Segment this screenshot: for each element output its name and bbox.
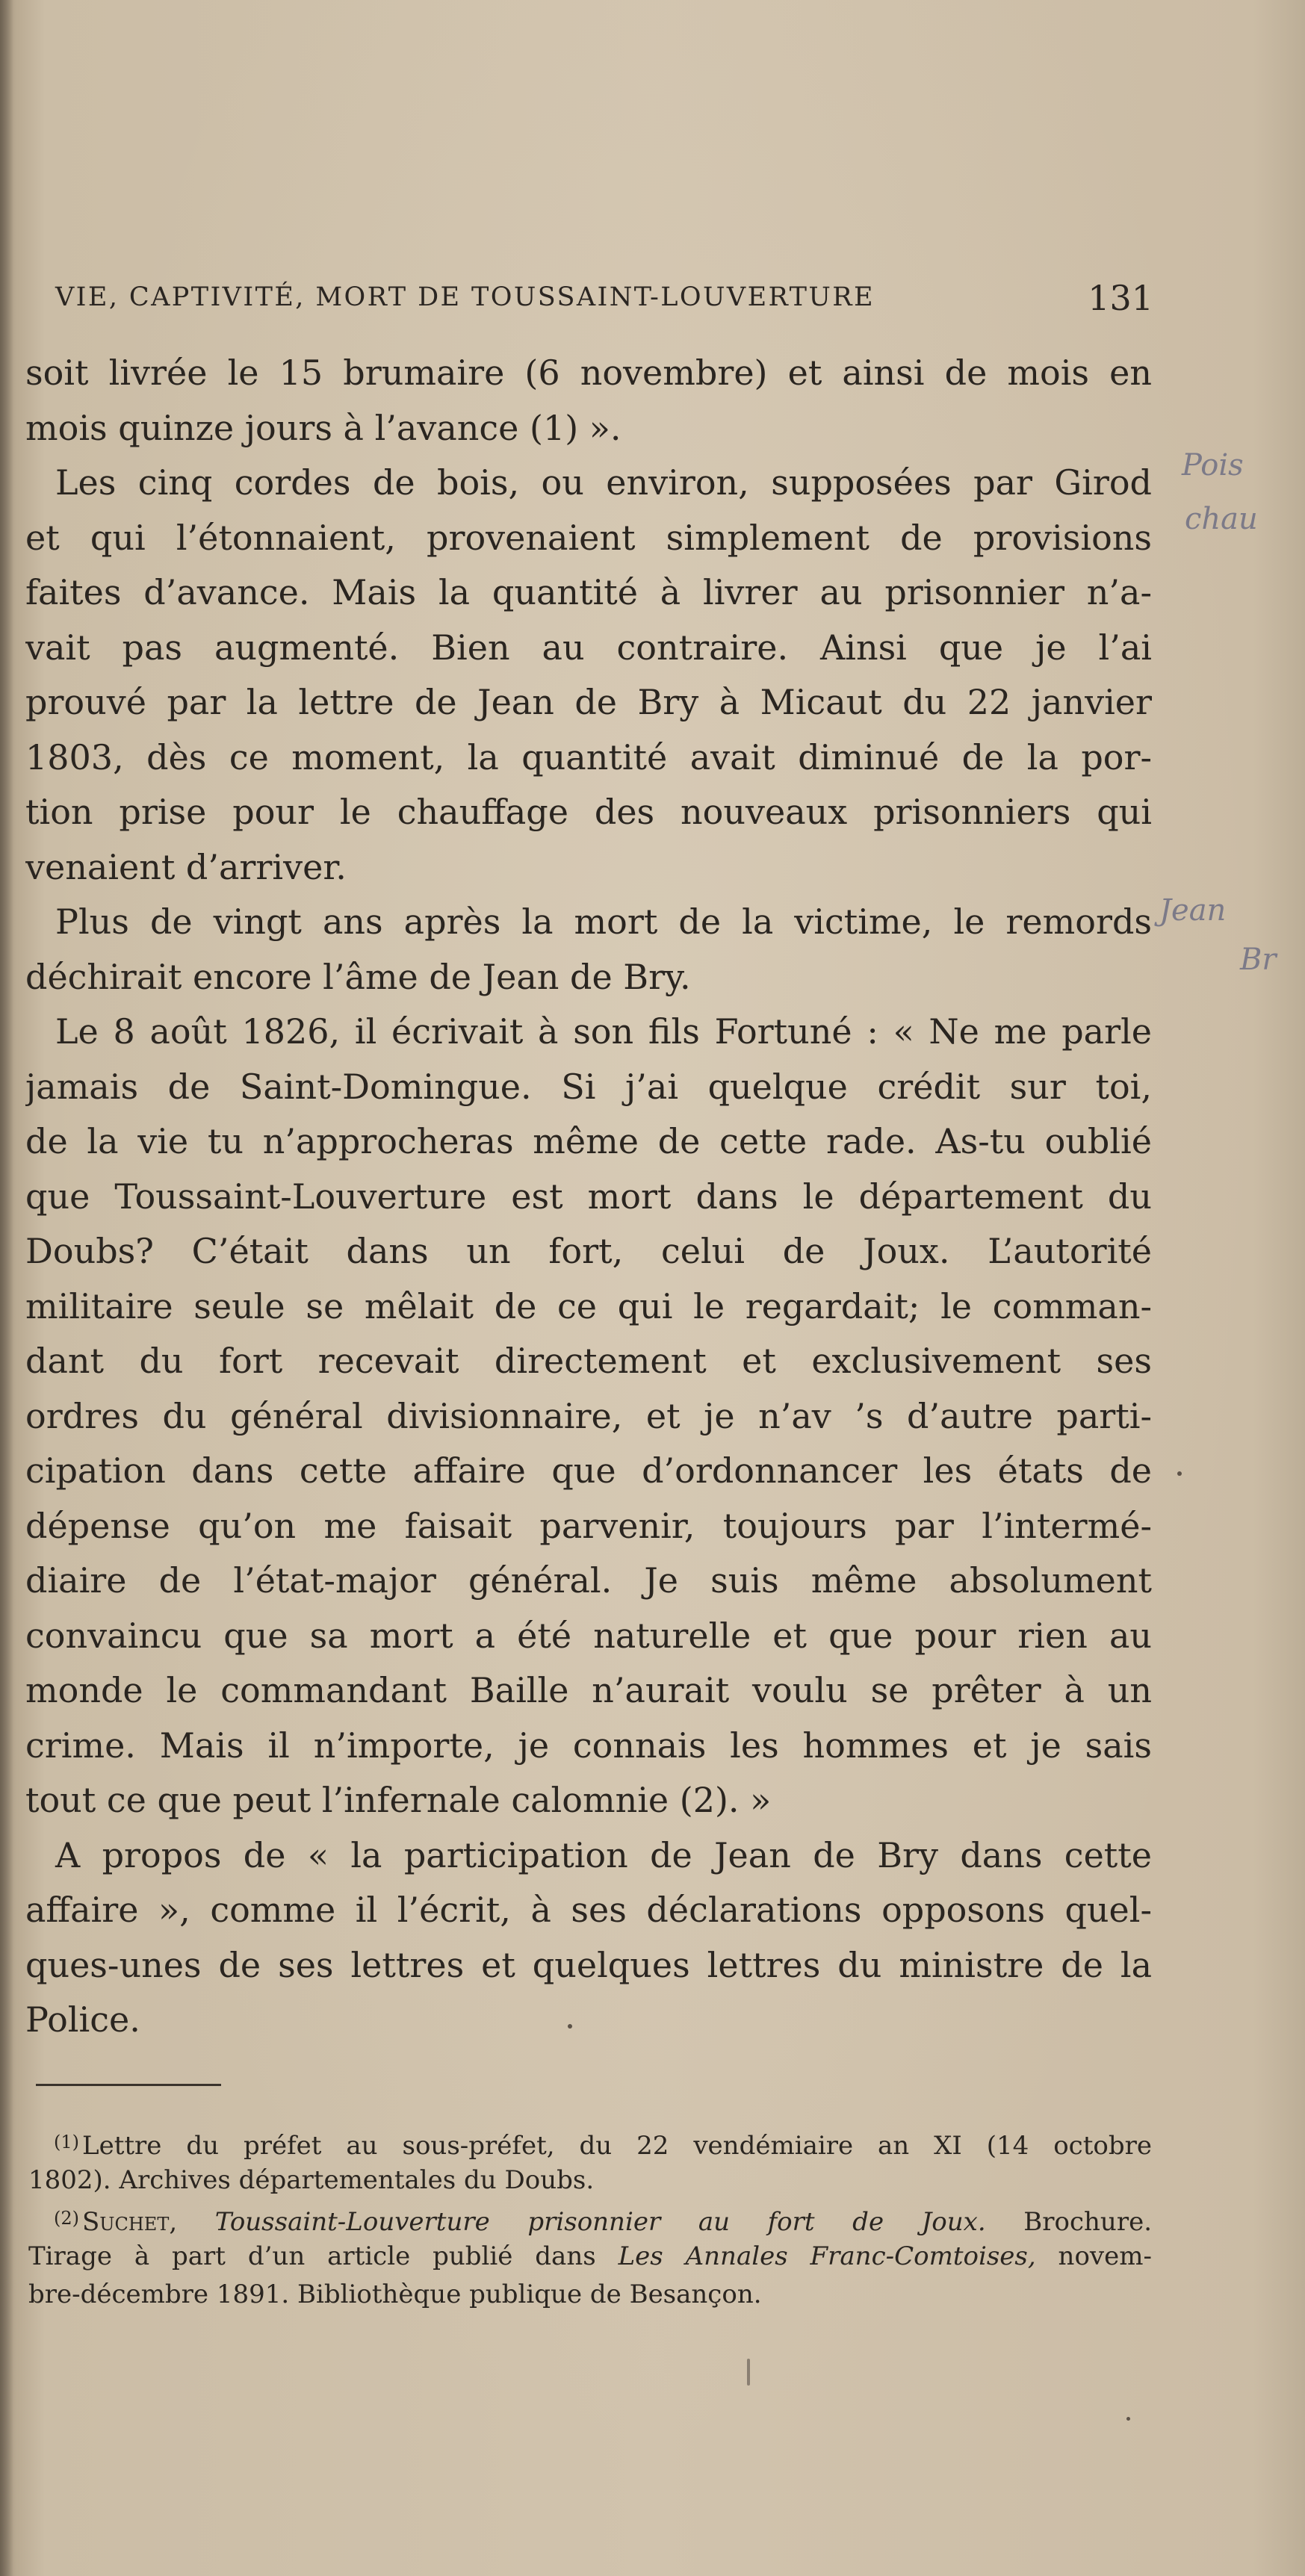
text-line: soit livrée le 15 brumaire (6 novembre) et ainsi de mois en: [25, 353, 1152, 393]
text-line: tout ce que peut l’infernale calomnie (2). »: [25, 1780, 772, 1820]
text-line: ques-unes de ses lettres et quelques lettres du ministre de la: [25, 1944, 1152, 1985]
footnote-author: Suchet,: [82, 2207, 178, 2237]
text-line: cipation dans cette affaire que d’ordonnancer les états de: [25, 1450, 1152, 1491]
handwritten-margin-note: Pois: [1182, 448, 1244, 482]
text-line: crime. Mais il n’importe, je connais les hommes et je sais: [25, 1725, 1152, 1766]
footnote-2-line: [28, 2276, 1152, 2314]
footnote-1-line: [28, 2123, 1152, 2161]
footnote-marker: (1): [54, 2132, 79, 2153]
footnote-2-line: [28, 2200, 1152, 2238]
handwritten-margin-note: chau: [1185, 502, 1258, 536]
footnote-1-line: [28, 2161, 1152, 2200]
paper-speck: [1177, 1471, 1182, 1476]
text-line: diaire de l’état-major général. Je suis même absolument: [25, 1560, 1152, 1601]
footnote-text: Lettre du préfet au sous-préfet, du 22 vendémiaire an XI (14 octobre: [82, 2131, 1152, 2161]
text-line: dépense qu’on me faisait parvenir, toujours par l’intermé-: [25, 1505, 1152, 1546]
paper-speck: [1126, 2417, 1130, 2421]
body-text: [25, 346, 1152, 2048]
text-line: Plus de vingt ans après la mort de la victime, le remords: [55, 901, 1152, 942]
text-line: monde le commandant Baille n’aurait voulu se prêter à un: [25, 1670, 1152, 1710]
footnotes: [28, 2123, 1152, 2314]
running-title: VIE, CAPTIVITÉ, MORT DE TOUSSAINT-LOUVERTURE: [55, 282, 875, 312]
footnote-rule: [36, 2084, 221, 2086]
footnote-2-line: [28, 2238, 1152, 2276]
paper-speck: [568, 2024, 572, 2029]
text-line: dant du fort recevait directement et exclusivement ses: [25, 1341, 1152, 1381]
text-line: Doubs? C’était dans un fort, celui de Joux. L’autorité: [25, 1231, 1152, 1271]
text-line: et qui l’étonnaient, provenaient simplement de provisions: [25, 517, 1152, 558]
binding-shadow: [0, 0, 13, 2576]
text-line: que Toussaint-Louverture est mort dans le département du: [25, 1176, 1152, 1217]
text-line: prouvé par la lettre de Jean de Bry à Micaut du 22 janvier: [25, 682, 1152, 722]
text-line: jamais de Saint-Domingue. Si j’ai quelque crédit sur toi,: [25, 1066, 1152, 1107]
handwritten-margin-note: Br: [1240, 943, 1277, 977]
footnote-text: 1802). Archives départementales du Doubs.: [28, 2165, 595, 2195]
page-number: 131: [1088, 278, 1153, 318]
paper-mark: [747, 2359, 750, 2386]
text-line: convaincu que sa mort a été naturelle et que pour rien au: [25, 1615, 1152, 1656]
footnote-text: bre-décembre 1891. Bibliothèque publique de Besançon.: [28, 2279, 762, 2309]
text-line: ordres du général divisionnaire, et je n’av ’s d’autre parti-: [25, 1395, 1152, 1436]
footnote-text: Brochure.: [1023, 2207, 1152, 2237]
text-line: militaire seule se mêlait de ce qui le regardait; le comman-: [25, 1285, 1152, 1326]
text-line: Les cinq cordes de bois, ou environ, supposées par Girod: [55, 462, 1152, 503]
text-line: faites d’avance. Mais la quantité à livrer au prisonnier n’a-: [25, 572, 1152, 612]
running-header: [55, 278, 1153, 323]
footnote-marker: (2): [54, 2208, 79, 2229]
footnote-title: Toussaint-Louverture prisonnier au fort de Joux.: [214, 2207, 986, 2237]
footnote-text: novem-: [1058, 2241, 1152, 2271]
footnote-journal: Les Annales Franc-Comtoises,: [618, 2241, 1036, 2271]
text-line: mois quinze jours à l’avance (1) ».: [25, 407, 621, 448]
text-line: déchirait encore l’âme de Jean de Bry.: [25, 956, 691, 997]
text-line: Le 8 août 1826, il écrivait à son fils Fortuné : « Ne me parle: [55, 1011, 1152, 1052]
text-line: 1803, dès ce moment, la quantité avait diminué de la por-: [25, 736, 1152, 778]
text-line: vait pas augmenté. Bien au contraire. Ainsi que je l’ai: [25, 627, 1152, 668]
text-line: affaire », comme il l’écrit, à ses déclarations opposons quel-: [25, 1890, 1152, 1930]
text-line: A propos de « la participation de Jean de Bry dans cette: [55, 1834, 1152, 1875]
text-line: tion prise pour le chauffage des nouveaux prisonniers qui: [25, 792, 1152, 832]
footnote-text: Tirage à part d’un article publié dans: [28, 2241, 596, 2271]
text-line: de la vie tu n’approcheras même de cette rade. As-tu oublié: [25, 1121, 1152, 1161]
text-line: Police.: [25, 1999, 140, 2040]
handwritten-margin-note: Jean: [1159, 893, 1227, 928]
text-line: venaient d’arriver.: [25, 846, 347, 887]
